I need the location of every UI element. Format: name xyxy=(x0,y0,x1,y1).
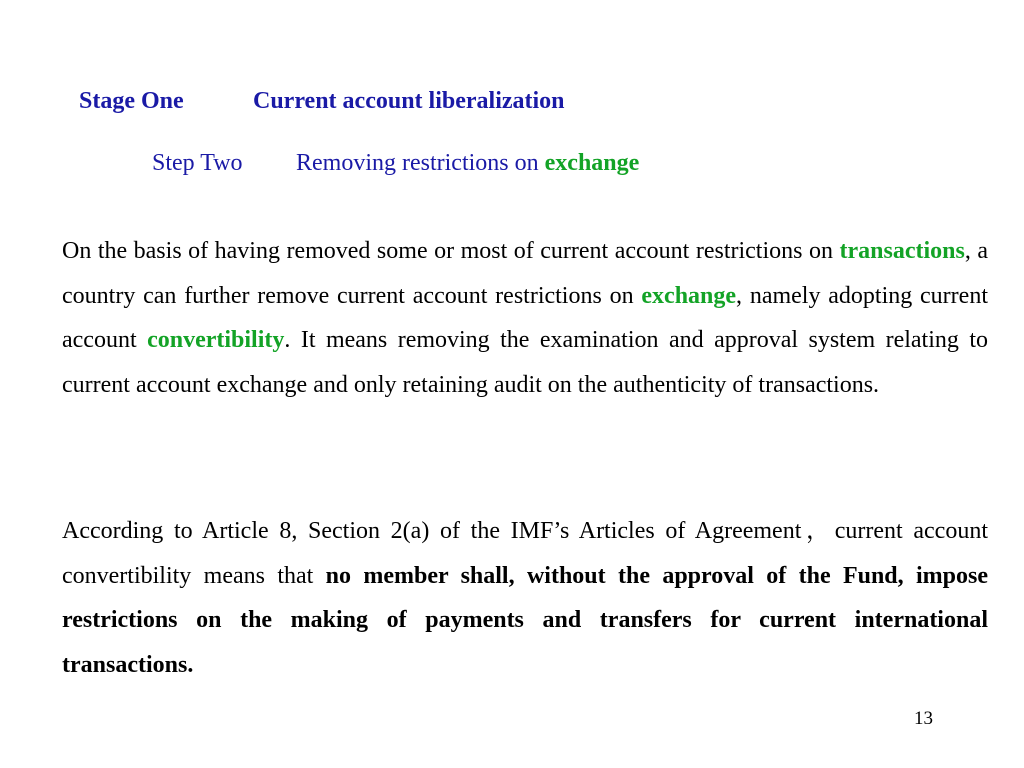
step-highlight: exchange xyxy=(544,150,640,176)
page-number: 13 xyxy=(914,708,933,729)
paragraph-imf-article xyxy=(62,509,988,687)
paragraph1-text: . It means removing the examination and approval system relating to current account exchange and only retaining audit on the authenticity of transactions. xyxy=(62,327,989,398)
highlight-exchange: exchange xyxy=(641,282,737,309)
paragraph1-text: , a country can further remove current account restrictions on xyxy=(62,238,988,309)
paragraph1-text: On the basis of having removed some or most of current account restrictions on xyxy=(62,238,840,264)
highlight-transactions: transactions xyxy=(839,238,965,264)
slide-heading xyxy=(79,88,565,115)
stage-label: Stage One xyxy=(79,88,184,114)
paragraph2-bold-quote: no member shall, without the approval of the Fund, impose restrictions on the making of payments and transfers for current international transactions. xyxy=(62,562,989,678)
stage-title: Current account liberalization xyxy=(253,88,565,114)
paragraph2-text: According to Article 8, Section 2(a) of the IMF’s Articles of Agreement，current account convertibility means that xyxy=(62,518,988,589)
paragraph-convertibility xyxy=(62,229,988,407)
step-text: Removing restrictions on xyxy=(296,150,545,176)
paragraph1-text: , namely adopting current account xyxy=(62,282,988,353)
highlight-convertibility: convertibility xyxy=(147,327,285,353)
slide-subheading xyxy=(152,150,639,177)
step-label: Step Two xyxy=(152,150,243,176)
